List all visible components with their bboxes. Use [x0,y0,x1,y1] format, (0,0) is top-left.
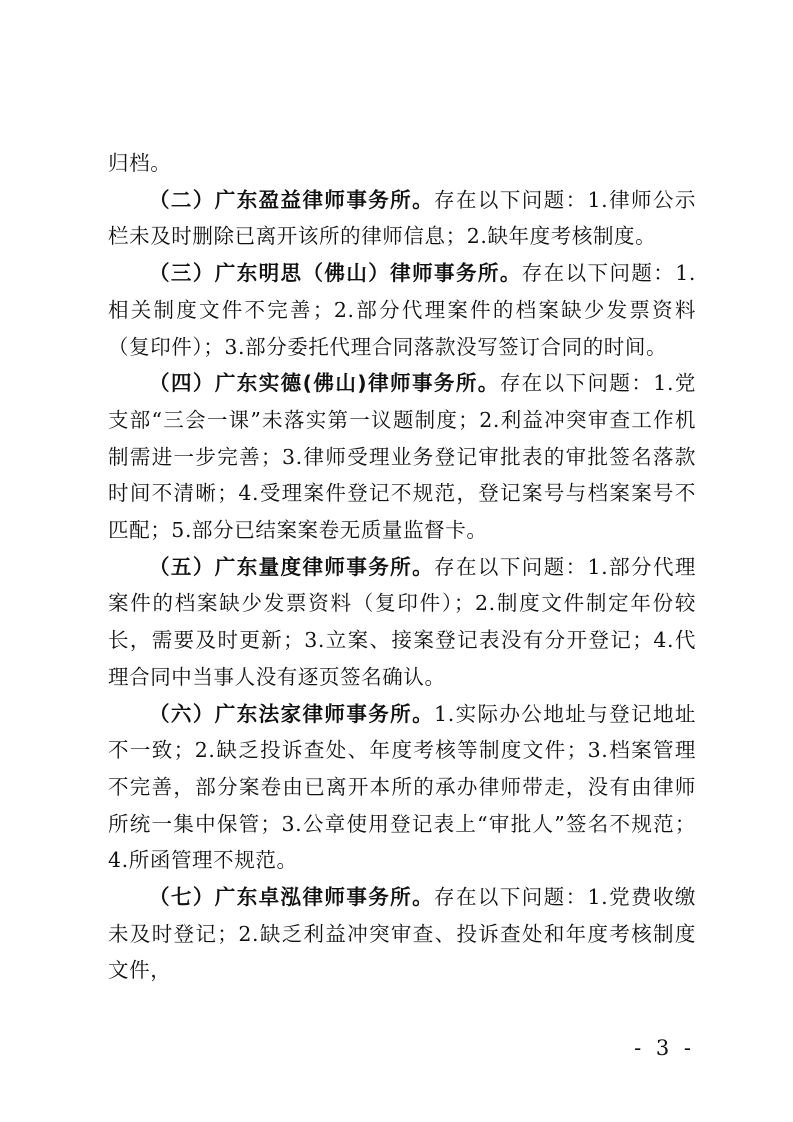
section-heading: （七）广东卓泓律师事务所。 [149,885,435,910]
section-heading: （五）广东量度律师事务所。 [149,554,435,579]
paragraph-text: 存在以下问题：1.党费收缴未及时登记；2.缺乏利益冲突审查、投诉查处和年度考核制度文件， [108,885,696,983]
paragraph-continuation [108,145,696,182]
paragraph-text: 存在以下问题：1.党支部“三会一课”未落实第一议题制度；2.利益冲突审查工作机制需进一步完善；3.律师受理业务登记审批表的审批签名落款时间不清晰；4.受理案件登记不规范，登记案号与档案案号不匹配；5.部分已结案案卷无质量监督卡。 [108,371,696,543]
paragraph-text: 归档。 [108,151,172,175]
paragraph-text: 1.实际办公地址与登记地址不一致；2.缺乏投诉查处、年度考核等制度文件；3.档案管理不完善，部分案卷由已离开本所的承办律师带走，没有由律师所统一集中保管；3.公章使用登记表上“审批人”签名不规范；4.所函管理不规范。 [108,701,696,873]
paragraph-section-6 [108,696,696,880]
paragraph-section-4 [108,365,696,549]
document-body [108,145,696,989]
section-heading: （二）广东盈益律师事务所。 [149,187,435,212]
paragraph-text: 存在以下问题：1.部分代理案件的档案缺少发票资料（复印件）；2.制度文件制定年份较长，需要及时更新；3.立案、接案登记表没有分开登记；4.代理合同中当事人没有逐页签名确认。 [108,554,696,689]
paragraph-section-2 [108,182,696,255]
page-number: - 3 - [634,1036,695,1060]
paragraph-section-7 [108,879,696,989]
section-heading: （三）广东明思（佛山）律师事务所。 [149,261,522,286]
paragraph-text: 存在以下问题：1.相关制度文件不完善；2.部分代理案件的档案缺少发票资料（复印件）；3.部分委托代理合同落款没写签订合同的时间。 [108,261,696,359]
paragraph-text: 存在以下问题：1.律师公示栏未及时删除已离开该所的律师信息；2.缺年度考核制度。 [108,187,696,249]
section-heading: （六）广东法家律师事务所。 [149,701,435,726]
section-heading: （四）广东实德(佛山)律师事务所。 [149,371,500,396]
paragraph-section-3 [108,255,696,365]
paragraph-section-5 [108,549,696,696]
